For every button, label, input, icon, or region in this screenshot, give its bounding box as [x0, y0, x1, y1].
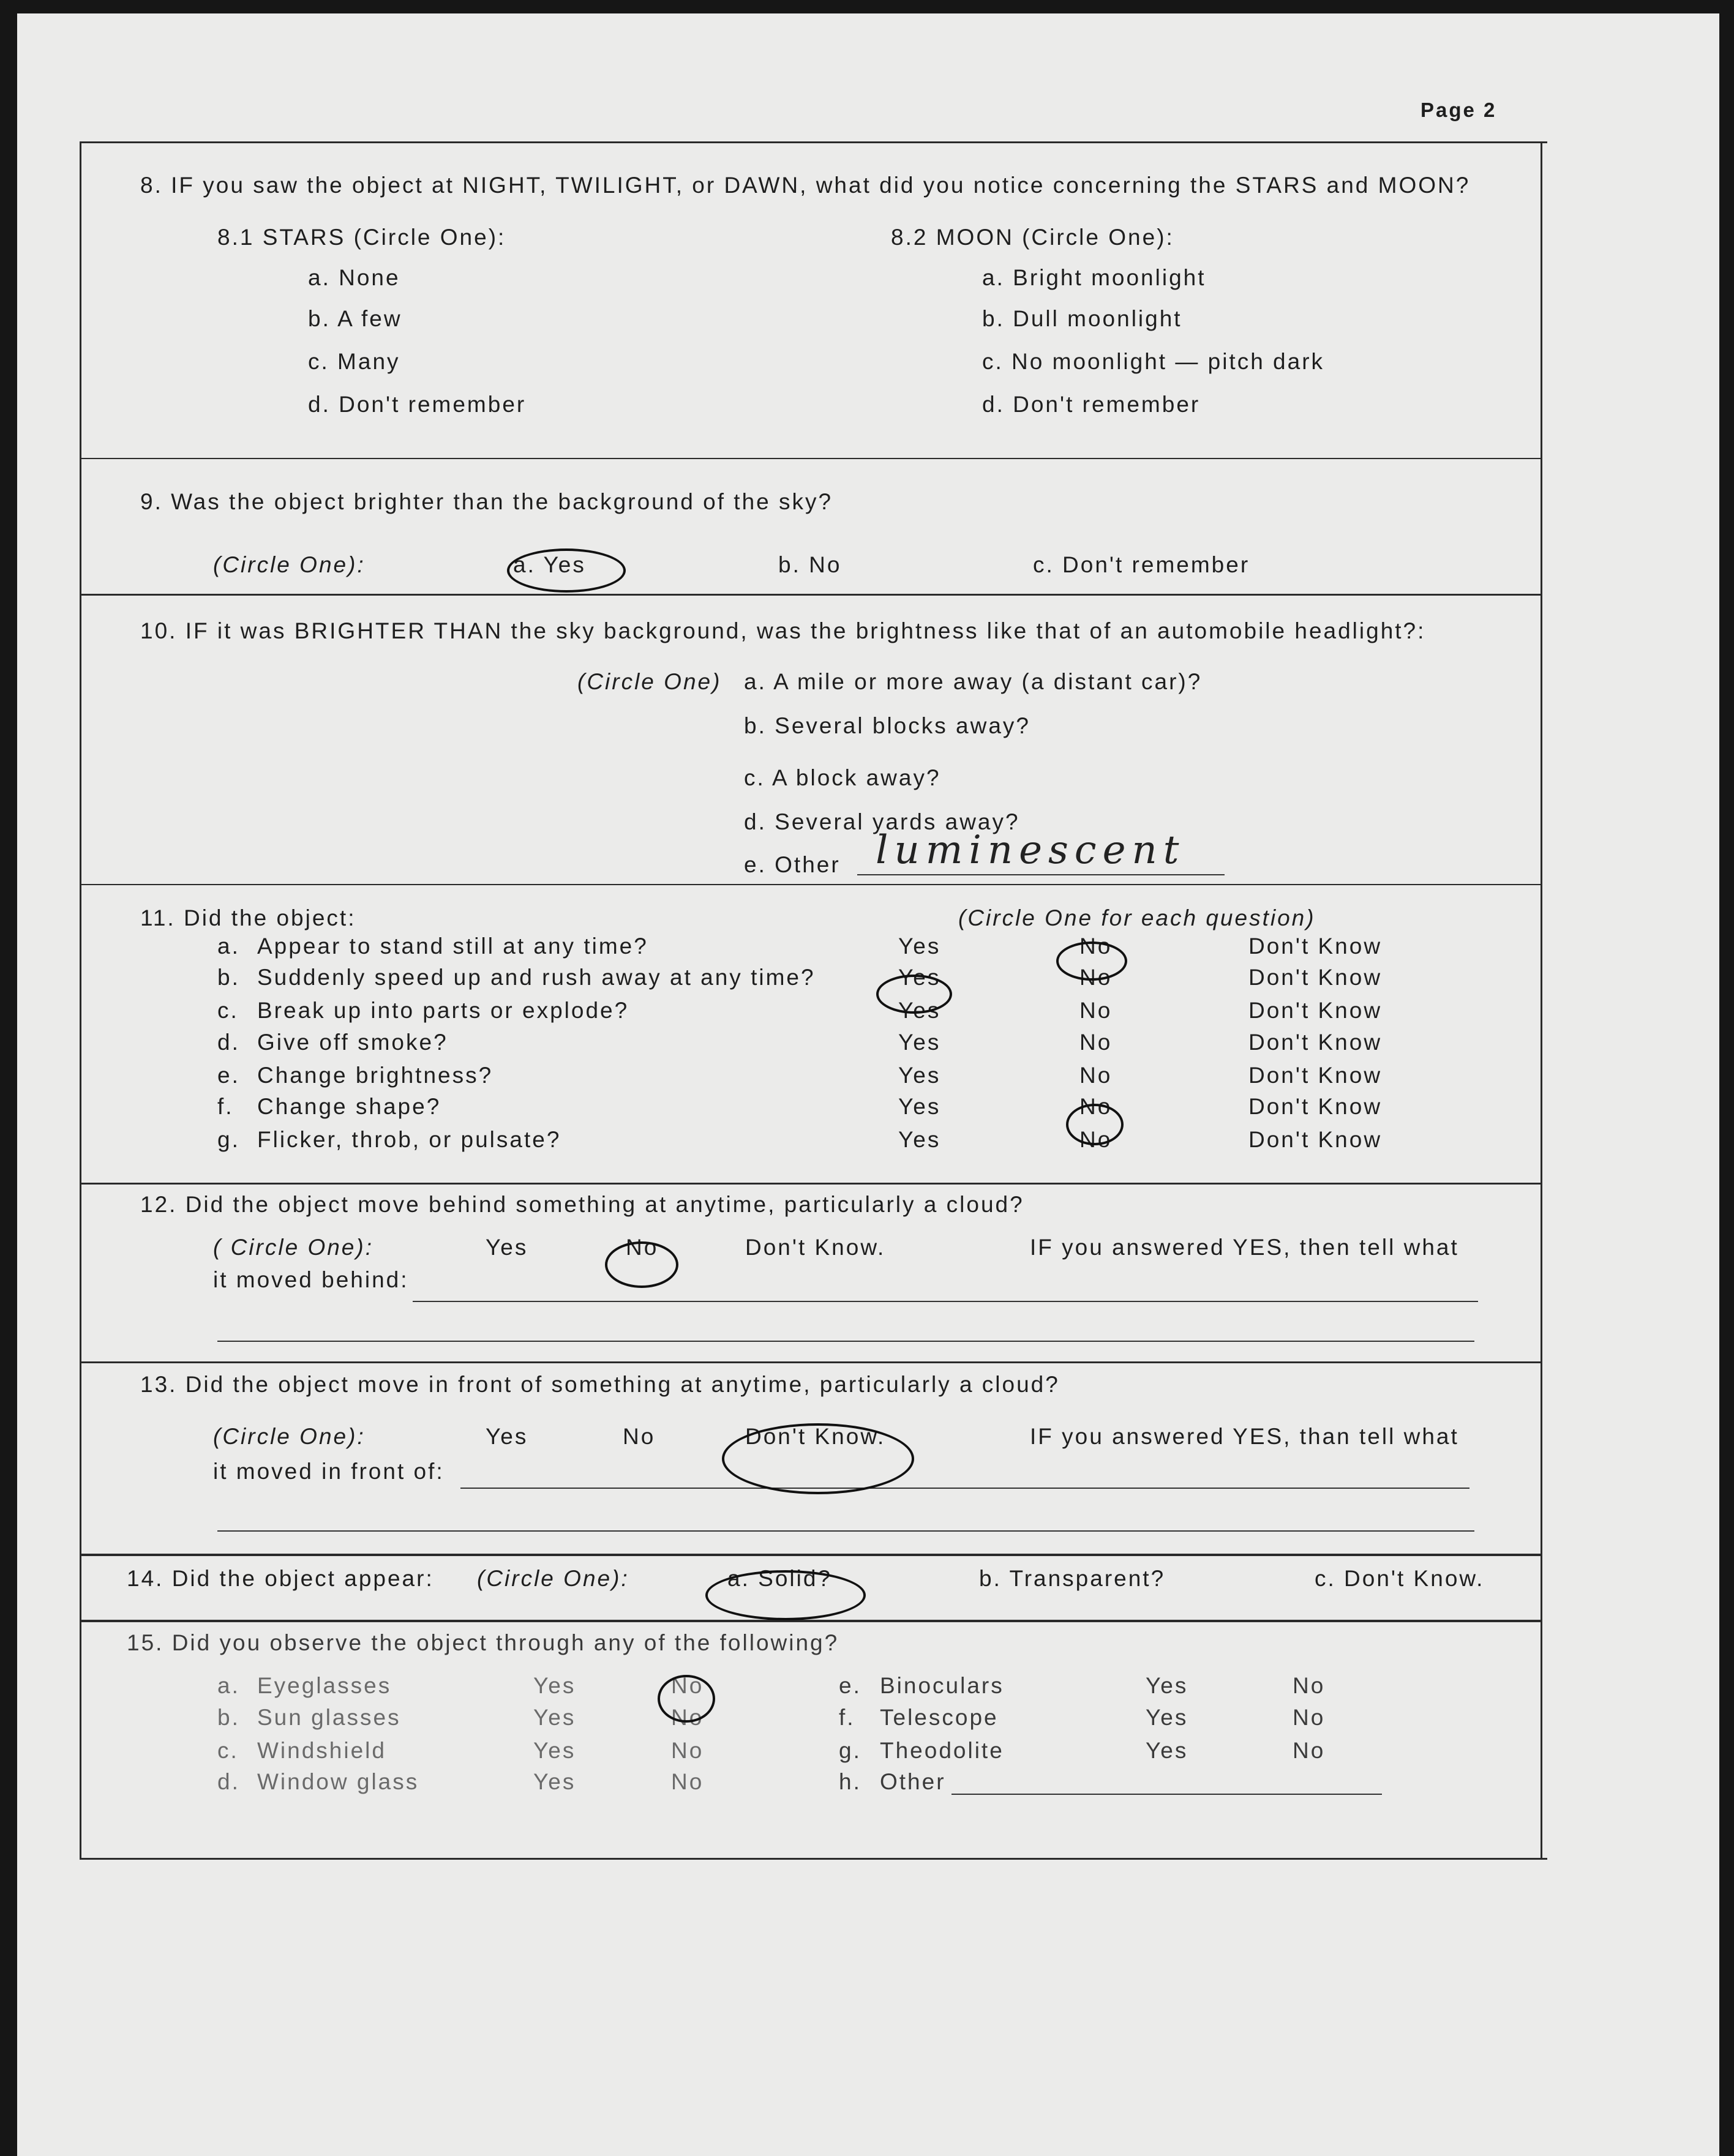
q11-item-text: Break up into parts or explode?	[257, 998, 629, 1023]
q9-option-no[interactable]: b. No	[778, 552, 842, 577]
q15-option-no[interactable]: No	[1293, 1673, 1326, 1698]
q15-item-letter: a.	[217, 1673, 240, 1698]
q8-moon-option[interactable]: c. No moonlight — pitch dark	[982, 349, 1325, 374]
q12-answer-line[interactable]	[413, 1301, 1478, 1302]
q15-item-text: Binoculars	[880, 1673, 1004, 1698]
q15-item-letter: h.	[839, 1769, 861, 1794]
q11-item-letter: d.	[217, 1030, 240, 1055]
divider	[80, 884, 1542, 885]
q10-other-handwritten-answer[interactable]: luminescent	[876, 828, 1185, 873]
q15-item-letter: g.	[839, 1738, 861, 1763]
q15-item-letter: f.	[839, 1705, 855, 1730]
form-border-right	[1541, 141, 1542, 1859]
q13-instruction: (Circle One):	[213, 1424, 366, 1449]
q15-option-yes[interactable]: Yes	[1146, 1705, 1188, 1730]
q14-question: 14. Did the object appear:	[127, 1566, 434, 1591]
q15-item-letter: d.	[217, 1769, 240, 1794]
divider	[80, 1361, 1542, 1363]
q15-option-no[interactable]: No	[671, 1738, 704, 1763]
q11-option-yes[interactable]: Yes	[898, 1063, 941, 1088]
divider	[80, 458, 1542, 459]
q11-option-no[interactable]: No	[1079, 1127, 1113, 1152]
q9-instruction: (Circle One):	[213, 552, 366, 577]
q11-item-letter: c.	[217, 998, 239, 1023]
q8-moon-label: 8.2 MOON (Circle One):	[891, 225, 1174, 250]
answer-circle-mark	[507, 548, 626, 593]
q11-item-text: Change shape?	[257, 1094, 441, 1119]
q10-instruction: (Circle One)	[577, 669, 722, 694]
q14-option-solid[interactable]: a. Solid?	[727, 1566, 832, 1591]
q11-option-dont-know[interactable]: Don't Know	[1248, 1063, 1383, 1088]
form-border-left	[80, 141, 81, 1859]
q15-option-no[interactable]: No	[1293, 1705, 1326, 1730]
q12-followup: IF you answered YES, then tell what	[1030, 1235, 1459, 1260]
q11-option-dont-know[interactable]: Don't Know	[1248, 965, 1383, 990]
answer-circle-mark	[876, 975, 952, 1014]
divider	[80, 1183, 1542, 1185]
q11-item-letter: b.	[217, 965, 240, 990]
q11-option-yes[interactable]: Yes	[898, 1030, 941, 1055]
answer-circle-mark	[705, 1570, 866, 1620]
answer-circle-mark	[722, 1423, 914, 1494]
q11-option-no[interactable]: No	[1079, 1063, 1113, 1088]
q15-item-letter: b.	[217, 1705, 240, 1730]
q11-item-text: Appear to stand still at any time?	[257, 934, 648, 959]
q11-item-text: Suddenly speed up and rush away at any time?	[257, 965, 816, 990]
q12-option-dont-know[interactable]: Don't Know.	[745, 1235, 886, 1260]
q14-option-transparent[interactable]: b. Transparent?	[979, 1566, 1166, 1591]
q8-question: 8. IF you saw the object at NIGHT, TWILIGHT, or DAWN, what did you notice concerning the STARS and MOON?	[140, 173, 1471, 198]
q15-option-yes[interactable]: Yes	[1146, 1673, 1188, 1698]
q11-item-text: Give off smoke?	[257, 1030, 448, 1055]
q11-option-no[interactable]: No	[1079, 934, 1113, 959]
page-number: Page 2	[1421, 99, 1497, 121]
q11-item-letter: a.	[217, 934, 240, 959]
q11-item-text: Change brightness?	[257, 1063, 494, 1088]
q8-moon-option[interactable]: b. Dull moonlight	[982, 306, 1182, 331]
q15-option-yes[interactable]: Yes	[533, 1738, 576, 1763]
q11-option-dont-know[interactable]: Don't Know	[1248, 934, 1383, 959]
q13-option-dont-know[interactable]: Don't Know.	[745, 1424, 886, 1449]
q12-option-no[interactable]: No	[626, 1235, 659, 1260]
q15-option-no[interactable]: No	[671, 1705, 704, 1730]
q15-option-no[interactable]: No	[671, 1769, 704, 1794]
q8-moon-option[interactable]: a. Bright moonlight	[982, 265, 1206, 290]
q15-item-text: Windshield	[257, 1738, 386, 1763]
q11-option-dont-know[interactable]: Don't Know	[1248, 1094, 1383, 1119]
q11-item-letter: e.	[217, 1063, 240, 1088]
q15-item-text: Other	[880, 1769, 946, 1794]
q11-option-yes[interactable]: Yes	[898, 1094, 941, 1119]
q15-option-no[interactable]: No	[1293, 1738, 1326, 1763]
form-border-top	[80, 141, 1547, 143]
q12-answer-line-2[interactable]	[217, 1341, 1474, 1342]
q13-option-no[interactable]: No	[623, 1424, 656, 1449]
q12-instruction: ( Circle One):	[213, 1235, 373, 1260]
q12-followup-label: it moved behind:	[213, 1267, 409, 1292]
divider	[80, 1620, 1542, 1622]
q8-stars-label: 8.1 STARS (Circle One):	[217, 225, 506, 250]
q8-stars-option[interactable]: c. Many	[308, 349, 400, 374]
q9-option-yes[interactable]: a. Yes	[513, 552, 586, 577]
q8-moon-option[interactable]: d. Don't remember	[982, 392, 1201, 417]
q11-option-yes[interactable]: Yes	[898, 934, 941, 959]
q11-option-dont-know[interactable]: Don't Know	[1248, 1030, 1383, 1055]
divider	[80, 594, 1542, 596]
q11-option-yes[interactable]: Yes	[898, 1127, 941, 1152]
q15-option-yes[interactable]: Yes	[533, 1673, 576, 1698]
q15-other-line[interactable]	[951, 1794, 1382, 1795]
answer-circle-mark	[1066, 1104, 1124, 1145]
q12-question: 12. Did the object move behind something at anytime, particularly a cloud?	[140, 1192, 1024, 1217]
q14-option-dont-know[interactable]: c. Don't Know.	[1315, 1566, 1485, 1591]
q13-option-yes[interactable]: Yes	[486, 1424, 528, 1449]
q10-option[interactable]: c. A block away?	[744, 765, 941, 790]
q10-option[interactable]: a. A mile or more away (a distant car)?	[744, 669, 1203, 694]
q15-item-text: Telescope	[880, 1705, 999, 1730]
q10-question: 10. IF it was BRIGHTER THAN the sky background, was the brightness like that of an automobile headlight?:	[140, 618, 1426, 643]
q11-option-yes[interactable]: Yes	[898, 965, 941, 990]
answer-circle-mark	[605, 1241, 678, 1288]
q13-question: 13. Did the object move in front of something at anytime, particularly a cloud?	[140, 1372, 1060, 1397]
answer-circle-mark	[658, 1675, 715, 1723]
q10-option[interactable]: d. Several yards away?	[744, 809, 1020, 834]
q15-question: 15. Did you observe the object through any of the following?	[127, 1630, 839, 1655]
q10-other-line	[857, 874, 1225, 875]
q15-option-yes[interactable]: Yes	[533, 1705, 576, 1730]
divider	[80, 1554, 1542, 1556]
q8-stars-option[interactable]: b. A few	[308, 306, 402, 331]
q15-item-letter: e.	[839, 1673, 861, 1698]
q11-option-dont-know[interactable]: Don't Know	[1248, 998, 1383, 1023]
q8-stars-option[interactable]: a. None	[308, 265, 400, 290]
q12-option-yes[interactable]: Yes	[486, 1235, 528, 1260]
q11-option-no[interactable]: No	[1079, 1094, 1113, 1119]
q13-followup: IF you answered YES, than tell what	[1030, 1424, 1459, 1449]
q9-option-dont-remember[interactable]: c. Don't remember	[1033, 552, 1250, 577]
q11-option-dont-know[interactable]: Don't Know	[1248, 1127, 1383, 1152]
q15-item-text: Eyeglasses	[257, 1673, 392, 1698]
q13-followup-label: it moved in front of:	[213, 1459, 445, 1484]
q15-item-letter: c.	[217, 1738, 239, 1763]
q11-question: 11. Did the object:	[140, 905, 356, 930]
q15-item-text: Sun glasses	[257, 1705, 401, 1730]
q13-answer-line-2[interactable]	[217, 1530, 1474, 1532]
q15-option-yes[interactable]: Yes	[533, 1769, 576, 1794]
q8-stars-option[interactable]: d. Don't remember	[308, 392, 527, 417]
q14-instruction: (Circle One):	[477, 1566, 629, 1591]
q15-option-yes[interactable]: Yes	[1146, 1738, 1188, 1763]
q13-answer-line[interactable]	[460, 1488, 1469, 1489]
q15-item-text: Window glass	[257, 1769, 419, 1794]
q11-option-no[interactable]: No	[1079, 1030, 1113, 1055]
q9-question: 9. Was the object brighter than the background of the sky?	[140, 489, 833, 514]
q15-option-no[interactable]: No	[671, 1673, 704, 1698]
q11-item-text: Flicker, throb, or pulsate?	[257, 1127, 561, 1152]
q11-instruction: (Circle One for each question)	[958, 905, 1316, 930]
q11-option-no[interactable]: No	[1079, 965, 1113, 990]
q15-item-text: Theodolite	[880, 1738, 1004, 1763]
q11-option-yes[interactable]: Yes	[898, 998, 941, 1023]
form-border-bottom	[80, 1858, 1547, 1860]
q11-option-no[interactable]: No	[1079, 998, 1113, 1023]
answer-circle-mark	[1056, 941, 1127, 981]
q11-item-letter: f.	[217, 1094, 234, 1119]
q10-option-other[interactable]: e. Other	[744, 852, 841, 877]
q10-option[interactable]: b. Several blocks away?	[744, 713, 1030, 738]
q11-item-letter: g.	[217, 1127, 240, 1152]
